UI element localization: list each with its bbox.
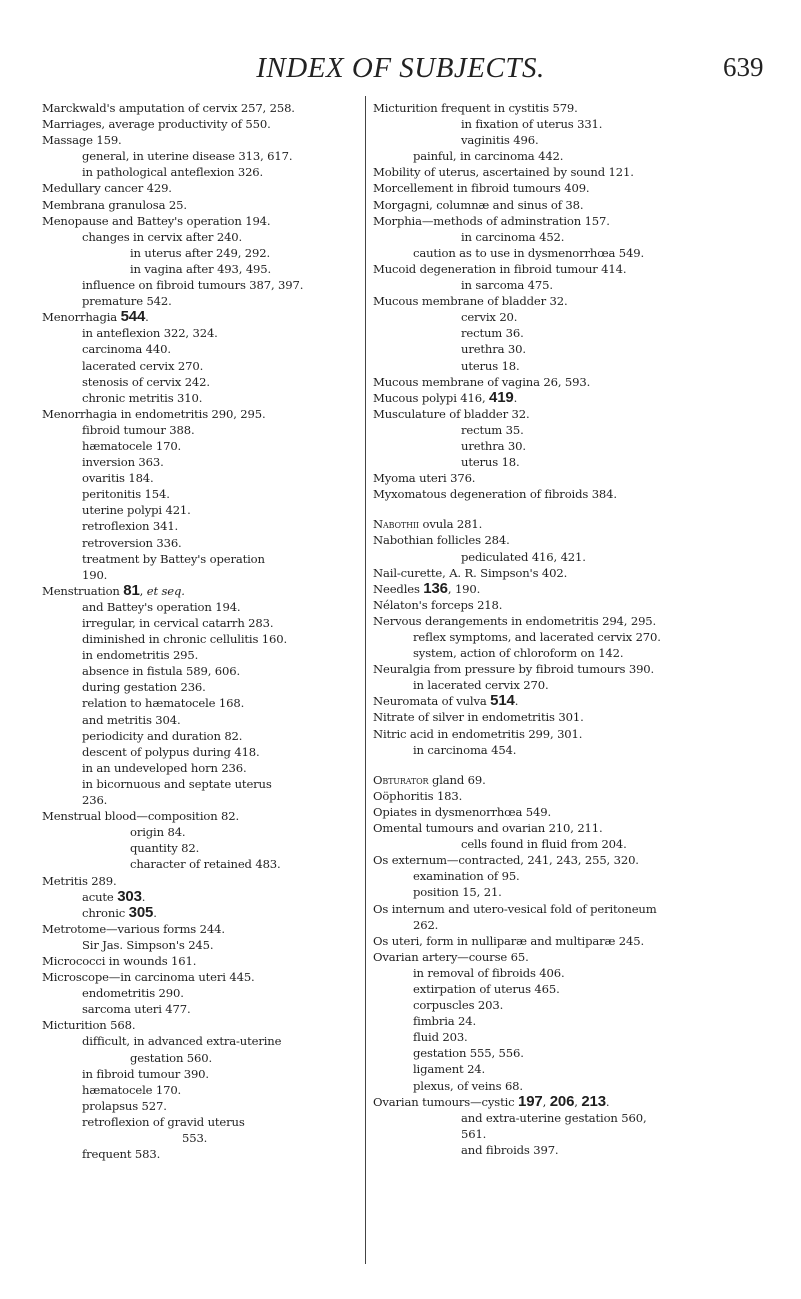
index-subentry: carcinoma 440. — [82, 342, 171, 357]
index-subentry: 236. — [82, 793, 108, 808]
index-entry: Obturator gland 69. — [373, 772, 486, 787]
index-entry: Os internum and utero-vesical fold of peritoneum — [373, 901, 657, 916]
index-entry: Neuromata of vulva 514. — [373, 692, 519, 710]
index-subentry: and extra-uterine gestation 560, — [461, 1110, 647, 1125]
index-subentry: uterus 18. — [461, 358, 520, 373]
index-subentry: diminished in chronic cellulitis 160. — [82, 632, 288, 647]
index-entry: Micrococci in wounds 161. — [42, 953, 197, 968]
index-subentry: in fixation of uterus 331. — [461, 117, 603, 132]
index-entry: Os externum—contracted, 241, 243, 255, 320. — [373, 853, 639, 868]
index-subentry: extirpation of uterus 465. — [413, 981, 560, 996]
index-subentry: in vagina after 493, 495. — [130, 261, 272, 276]
index-entry: Ovarian tumours—cystic 197, 206, 213. — [373, 1092, 610, 1110]
index-subentry: in bicornuous and septate uterus — [82, 776, 272, 791]
index-subentry: chronic metritis 310. — [82, 390, 203, 405]
index-entry: Menorrhagia 544. — [42, 308, 149, 326]
index-subentry: uterine polypi 421. — [82, 503, 191, 518]
index-subentry: hæmatocele 170. — [82, 438, 182, 453]
index-subentry: lacerated cervix 270. — [82, 358, 204, 373]
index-subentry: fibroid tumour 388. — [82, 422, 195, 437]
index-subentry: reflex symptoms, and lacerated cervix 270. — [413, 630, 661, 644]
left-index-column — [42, 100, 382, 1162]
index-entry: Microscope—in carcinoma uteri 445. — [42, 970, 255, 985]
index-subentry: rectum 36. — [461, 326, 524, 341]
index-entry: Musculature of bladder 32. — [373, 406, 530, 421]
index-entry: Nélaton's forceps 218. — [373, 597, 503, 612]
index-subentry: influence on fibroid tumours 387, 397. — [82, 278, 304, 293]
index-subentry: in removal of fibroids 406. — [413, 965, 565, 980]
index-subentry: caution as to use in dysmenorrhœa 549. — [413, 245, 645, 260]
index-subentry: stenosis of cervix 242. — [82, 374, 210, 389]
index-entry: Nail-curette, A. R. Simpson's 402. — [373, 565, 568, 580]
running-title: INDEX OF SUBJECTS. — [256, 52, 545, 84]
index-subentry: 561. — [461, 1126, 487, 1141]
section-gap — [373, 758, 719, 772]
index-subentry: during gestation 236. — [82, 680, 206, 695]
index-subentry: relation to hæmatocele 168. — [82, 696, 245, 711]
index-subentry: and metritis 304. — [82, 712, 181, 727]
index-subentry: hæmatocele 170. — [82, 1082, 182, 1097]
index-subentry: premature 542. — [82, 294, 172, 309]
index-subentry: urethra 30. — [461, 438, 526, 453]
index-subentry: origin 84. — [130, 825, 186, 840]
index-entry: Myoma uteri 376. — [373, 471, 476, 486]
index-entry: Mucous membrane of bladder 32. — [373, 294, 568, 309]
index-entry: Omental tumours and ovarian 210, 211. — [373, 821, 603, 836]
page-number: 639 — [723, 52, 764, 82]
index-subentry: system, action of chloroform on 142. — [413, 646, 624, 661]
index-entry: Os uteri, form in nulliparæ and multiparæ 245. — [373, 933, 645, 948]
index-subentry: corpuscles 203. — [413, 998, 504, 1013]
index-subentry: gestation 560. — [130, 1050, 213, 1065]
index-subentry: acute 303. — [82, 887, 146, 905]
right-index-column — [373, 100, 719, 1158]
index-subentry: chronic 305. — [82, 903, 157, 921]
index-subentry: rectum 35. — [461, 422, 524, 437]
index-entry: Membrana granulosa 25. — [42, 197, 187, 212]
index-subentry: retroflexion of gravid uterus — [82, 1114, 245, 1129]
index-subentry: ovaritis 184. — [82, 471, 154, 486]
index-entry: Morcellement in fibroid tumours 409. — [373, 181, 590, 196]
section-gap — [373, 502, 719, 516]
index-subentry: retroversion 336. — [82, 535, 182, 550]
index-entry: Myxomatous degeneration of fibroids 384. — [373, 487, 617, 502]
index-subentry: prolapsus 527. — [82, 1098, 167, 1113]
index-subentry: in carcinoma 452. — [461, 229, 565, 244]
index-subentry: fimbria 24. — [413, 1014, 477, 1029]
index-subentry: general, in uterine disease 313, 617. — [82, 149, 293, 164]
index-subentry: changes in cervix after 240. — [82, 229, 243, 244]
index-subentry: 262. — [413, 917, 439, 932]
index-entry: Nabothian follicles 284. — [373, 533, 510, 548]
index-entry: Metrotome—various forms 244. — [42, 921, 225, 936]
index-subentry: urethra 30. — [461, 342, 526, 357]
index-entry: Menorrhagia in endometritis 290, 295. — [42, 406, 266, 421]
index-subentry: 553. — [182, 1131, 208, 1145]
index-subentry: in endometritis 295. — [82, 648, 199, 663]
index-entry: Mucoid degeneration in fibroid tumour 414. — [373, 261, 627, 276]
index-subentry: in sarcoma 475. — [461, 278, 553, 293]
index-subentry: treatment by Battey's operation — [82, 551, 265, 566]
index-subentry: pediculated 416, 421. — [461, 549, 586, 564]
index-subentry: quantity 82. — [130, 841, 200, 856]
index-entry: Nitric acid in endometritis 299, 301. — [373, 726, 583, 741]
index-entry: Neuralgia from pressure by fibroid tumours 390. — [373, 662, 655, 677]
index-subentry: retroflexion 341. — [82, 519, 179, 534]
index-subentry: cervix 20. — [461, 310, 518, 325]
index-entry: Mucous membrane of vagina 26, 593. — [373, 374, 591, 389]
index-subentry: peritonitis 154. — [82, 487, 170, 502]
index-entry: Nabothii ovula 281. — [373, 517, 483, 532]
index-subentry: periodicity and duration 82. — [82, 728, 243, 743]
index-subentry: irregular, in cervical catarrh 283. — [82, 616, 274, 630]
index-entry: Opiates in dysmenorrhœa 549. — [373, 804, 552, 819]
index-subentry: in uterus after 249, 292. — [130, 245, 271, 260]
index-entry: Menopause and Battey's operation 194. — [42, 213, 271, 228]
index-subentry: inversion 363. — [82, 455, 164, 470]
index-subentry: and Battey's operation 194. — [82, 599, 241, 614]
index-subentry: in carcinoma 454. — [413, 742, 517, 757]
index-subentry: ligament 24. — [413, 1062, 486, 1077]
index-entry: Nitrate of silver in endometritis 301. — [373, 710, 584, 725]
index-subentry: descent of polypus during 418. — [82, 744, 260, 759]
index-entry: Mucous polypi 416, 419. — [373, 388, 518, 406]
index-entry: Mobility of uterus, ascertained by sound 121. — [373, 165, 634, 180]
index-entry: Marckwald's amputation of cervix 257, 258. — [42, 101, 295, 115]
index-subentry: absence in fistula 589, 606. — [82, 664, 241, 679]
index-subentry: in fibroid tumour 390. — [82, 1066, 209, 1081]
index-entry: Medullary cancer 429. — [42, 181, 172, 196]
index-entry: Metritis 289. — [42, 873, 117, 888]
index-entry: Menstrual blood—composition 82. — [42, 809, 240, 824]
index-entry: Oöphoritis 183. — [373, 788, 463, 803]
index-entry: Marriages, average productivity of 550. — [42, 117, 271, 132]
index-subentry: fluid 203. — [413, 1030, 468, 1045]
index-entry: Ovarian artery—course 65. — [373, 949, 529, 964]
index-subentry: vaginitis 496. — [461, 133, 539, 148]
index-subentry: frequent 583. — [82, 1147, 161, 1162]
index-entry: Nervous derangements in endometritis 294, 295. — [373, 613, 657, 628]
index-entry: Morphia—methods of adminstration 157. — [373, 213, 610, 228]
index-subentry: plexus, of veins 68. — [413, 1078, 523, 1093]
index-subentry: character of retained 483. — [130, 857, 281, 872]
index-subentry: in pathological anteflexion 326. — [82, 165, 264, 180]
index-subentry: uterus 18. — [461, 455, 520, 470]
index-subentry: gestation 555, 556. — [413, 1046, 524, 1061]
index-subentry: in an undeveloped horn 236. — [82, 760, 247, 775]
index-subentry: in lacerated cervix 270. — [413, 678, 549, 693]
index-entry: Micturition 568. — [42, 1018, 136, 1033]
index-entry: Needles 136, 190. — [373, 579, 481, 597]
index-subentry: 190. — [82, 567, 108, 582]
index-subentry: sarcoma uteri 477. — [82, 1002, 191, 1017]
index-subentry: endometritis 290. — [82, 986, 184, 1001]
index-entry: Morgagni, columnæ and sinus of 38. — [373, 197, 584, 212]
index-entry: Micturition frequent in cystitis 579. — [373, 101, 578, 115]
index-subentry: examination of 95. — [413, 869, 520, 884]
index-entry: Menstruation 81, et seq. — [42, 581, 185, 599]
index-subentry: and fibroids 397. — [461, 1142, 559, 1157]
index-subentry: difficult, in advanced extra-uterine — [82, 1034, 282, 1049]
index-subentry: Sir Jas. Simpson's 245. — [82, 937, 214, 952]
index-entry: Massage 159. — [42, 133, 122, 148]
index-subentry: in anteflexion 322, 324. — [82, 326, 218, 341]
index-subentry: painful, in carcinoma 442. — [413, 149, 564, 164]
index-subentry: position 15, 21. — [413, 885, 502, 900]
index-subentry: cells found in fluid from 204. — [461, 837, 627, 852]
